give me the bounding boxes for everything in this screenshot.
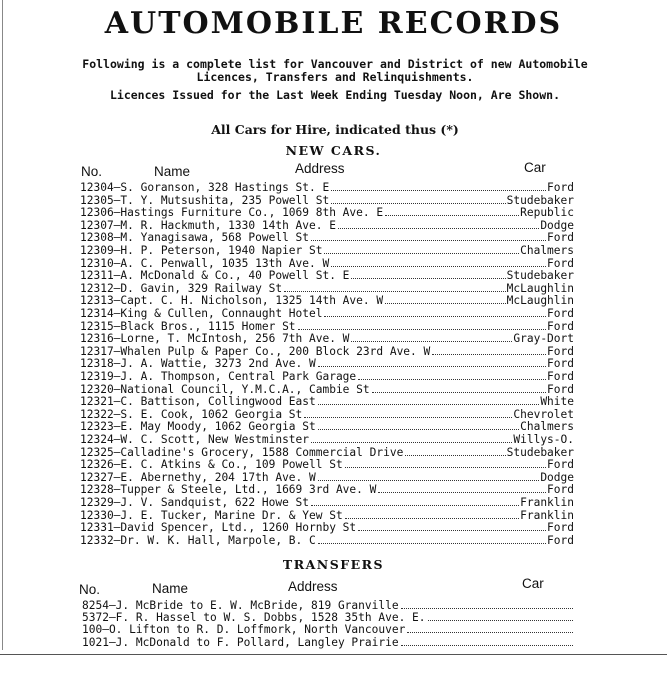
entry-text: 12319—J. A. Thompson, Central Park Garage xyxy=(80,370,357,383)
entry-car: Ford xyxy=(547,319,574,333)
entry-car: Ford xyxy=(547,357,574,371)
entry-car: Ford xyxy=(547,181,574,194)
dot-leader xyxy=(358,529,546,531)
entry-car: Ford xyxy=(547,533,574,547)
dot-leader xyxy=(338,227,539,229)
entry-text: 12331—David Spencer, Ltd., 1260 Hornby St xyxy=(80,521,357,535)
dot-leader xyxy=(331,189,546,191)
dot-leader xyxy=(345,466,546,468)
list-item xyxy=(82,612,574,624)
dot-leader xyxy=(331,265,546,267)
list-item xyxy=(80,409,574,421)
list-item xyxy=(80,434,574,446)
new-cars-heading: NEW CARS. xyxy=(285,143,382,158)
entry-car: Ford xyxy=(547,483,574,497)
entry-text: 12306—Hastings Furniture Co., 1069 8th Ave. E xyxy=(80,206,384,220)
entry-car: Gray-Dort xyxy=(513,332,574,346)
entry-text: 12328—Tupper & Steele, Ltd., 1669 3rd Ave. W xyxy=(80,483,377,497)
dot-leader xyxy=(372,391,546,393)
dot-leader xyxy=(311,441,512,443)
entry-text: 12330—J. E. Tucker, Marine Dr. & Yew St xyxy=(80,508,343,522)
list-item xyxy=(80,333,574,345)
entry-text: 12327—E. Abernethy, 204 17th Ave. W xyxy=(80,470,316,484)
dot-leader xyxy=(331,202,505,204)
entry-text: 12312—D. Gavin, 329 Railway St xyxy=(80,281,283,295)
entry-text: 12313—Capt. C. H. Nicholson, 1325 14th Ave. W xyxy=(80,294,384,308)
list-item xyxy=(80,220,574,232)
dot-leader xyxy=(324,315,546,317)
list-item xyxy=(80,283,574,295)
entry-car: Studebaker xyxy=(506,269,574,283)
entry-text: 8254—J. McBride to E. W. McBride, 819 Granville xyxy=(82,599,399,612)
entry-text: 12310—A. C. Penwall, 1035 13th Ave. W xyxy=(80,256,330,270)
dot-leader xyxy=(401,607,573,609)
entry-car: Chevrolet xyxy=(513,407,574,421)
list-item xyxy=(80,384,574,396)
list-item xyxy=(80,182,574,194)
dot-leader xyxy=(407,631,573,633)
col-header-no: No. xyxy=(81,164,103,179)
dot-leader xyxy=(401,644,573,646)
dot-leader xyxy=(318,403,540,405)
list-item xyxy=(80,258,574,270)
dot-leader xyxy=(405,454,505,456)
entry-text: 12305—T. Y. Mutsushita, 235 Powell St xyxy=(80,193,330,207)
list-item xyxy=(80,195,574,207)
list-item xyxy=(80,295,574,307)
entry-text: 12332—Dr. W. K. Hall, Marpole, B. C xyxy=(80,533,316,547)
list-item xyxy=(80,421,574,433)
entry-text: 1021—J. McDonald to F. Pollard, Langley Prairie xyxy=(82,635,399,649)
entry-text: 12326—E. C. Atkins & Co., 109 Powell St xyxy=(80,458,343,472)
entry-text: 100—O. Lifton to R. D. Loffmork, North Vancouver xyxy=(82,623,406,637)
col-header-car: Car xyxy=(524,160,546,175)
dot-leader xyxy=(385,302,506,304)
transfers-heading: TRANSFERS xyxy=(282,557,385,572)
dot-leader xyxy=(385,214,519,216)
entry-text: 12324—W. C. Scott, New Westminster xyxy=(80,433,310,446)
list-item xyxy=(80,459,574,471)
entry-car: Dodge xyxy=(540,218,574,232)
dot-leader xyxy=(432,353,546,355)
entry-text: 12323—E. May Moody, 1062 Georgia St xyxy=(80,420,316,434)
entry-text: 12316—Lorne, T. McIntosh, 256 7th Ave. W xyxy=(80,332,350,346)
dot-leader xyxy=(284,290,506,292)
clipping-edge xyxy=(2,0,3,650)
list-item xyxy=(80,472,574,484)
entry-text: 12329—J. V. Sandquist, 622 Howe St xyxy=(80,496,310,509)
transfers-col-header-no: No. xyxy=(79,582,101,597)
entry-car: Willys-O. xyxy=(513,433,574,446)
entry-text: 12317—Whalen Pulp & Paper Co., 200 Block 23rd Ave. W xyxy=(80,344,431,358)
intro-paragraph: Following is a complete list for Vancouver and District of new Automobile Licences, Transfers and Relinquishments. xyxy=(82,57,588,84)
entry-text: 12308—M. Yanagisawa, 568 Powell St xyxy=(80,231,310,245)
dot-leader xyxy=(345,517,519,519)
entry-car: Ford xyxy=(547,231,574,245)
entry-text: 12314—King & Cullen, Connaught Hotel xyxy=(80,307,323,320)
list-item xyxy=(80,497,574,509)
entry-car: Studebaker xyxy=(506,193,574,207)
list-item xyxy=(80,371,574,383)
entry-car: Republic xyxy=(520,206,574,220)
list-item xyxy=(80,321,574,333)
transfers-col-header-name: Name xyxy=(152,581,189,596)
entry-text: 12318—J. A. Wattie, 3273 2nd Ave. W xyxy=(80,357,316,371)
hire-note: All Cars for Hire, indicated thus (*) xyxy=(211,122,459,137)
entry-car: Dodge xyxy=(540,470,574,484)
page-title: AUTOMOBILE RECORDS xyxy=(104,6,563,41)
entry-car: Ford xyxy=(547,344,574,358)
entry-text: 12320—National Council, Y.M.C.A., Cambie St xyxy=(80,382,370,396)
entry-text: 12315—Black Bros., 1115 Homer St xyxy=(80,319,296,333)
dot-leader xyxy=(351,277,505,279)
entry-text: 12307—M. R. Hackmuth, 1330 14th Ave. E xyxy=(80,218,336,232)
col-header-name: Name xyxy=(154,164,191,179)
list-item xyxy=(80,522,574,534)
entry-car: Ford xyxy=(547,458,574,472)
entry-car: Ford xyxy=(547,370,574,383)
list-item xyxy=(80,270,574,282)
dot-leader xyxy=(298,328,547,330)
list-item xyxy=(80,396,574,408)
dot-leader xyxy=(311,239,546,241)
entry-car: Chalmers xyxy=(520,244,574,257)
period-note: Licences Issued for the Last Week Ending Tuesday Noon, Are Shown. xyxy=(109,88,561,102)
list-item xyxy=(80,447,574,459)
dot-leader xyxy=(304,416,512,418)
dot-leader xyxy=(318,365,546,367)
list-item xyxy=(80,535,574,547)
dot-leader xyxy=(318,542,546,544)
dot-leader xyxy=(318,428,519,430)
entry-text: 12321—C. Battison, Collingwood East xyxy=(80,395,316,409)
entry-car: Ford xyxy=(547,307,574,320)
dot-leader xyxy=(318,479,540,481)
entry-car: Chalmers xyxy=(520,420,574,434)
entry-text: 12304—S. Goranson, 328 Hastings St. E xyxy=(80,181,330,194)
dot-leader xyxy=(311,504,519,506)
dot-leader xyxy=(358,378,546,380)
list-item xyxy=(82,637,574,649)
list-item xyxy=(80,245,574,257)
dot-leader xyxy=(428,619,573,621)
entry-car: Ford xyxy=(547,521,574,535)
list-item xyxy=(80,358,574,370)
entry-text: 12322—S. E. Cook, 1062 Georgia St xyxy=(80,407,303,421)
col-header-address: Address xyxy=(295,161,345,176)
list-item xyxy=(80,308,574,320)
dot-leader xyxy=(324,252,519,254)
transfers-col-header-car: Car xyxy=(522,576,544,591)
entry-car: McLaughlin xyxy=(506,281,574,295)
transfers-col-header-address: Address xyxy=(288,579,338,594)
entry-car: Franklin xyxy=(520,508,574,522)
list-item xyxy=(82,624,574,636)
list-item xyxy=(82,600,574,612)
dot-leader xyxy=(351,340,512,342)
entry-car: Studebaker xyxy=(506,445,574,459)
entry-text: 5372—F. R. Hassel to W. S. Dobbs, 1528 35th Ave. E. xyxy=(82,611,426,625)
entry-text: 12311—A. McDonald & Co., 40 Powell St. E xyxy=(80,269,350,283)
list-item xyxy=(80,510,574,522)
entry-text: 12309—H. P. Peterson, 1940 Napier St xyxy=(80,244,323,257)
dot-leader xyxy=(378,491,546,493)
entry-text: 12325—Calladine's Grocery, 1588 Commercial Drive xyxy=(80,445,404,459)
entry-car: Ford xyxy=(547,382,574,396)
list-item xyxy=(80,207,574,219)
list-item xyxy=(80,232,574,244)
list-item xyxy=(80,346,574,358)
entry-car: White xyxy=(540,395,574,409)
entry-car: McLaughlin xyxy=(506,294,574,308)
list-item xyxy=(80,484,574,496)
entry-car: Franklin xyxy=(520,496,574,509)
bottom-rule xyxy=(0,654,667,655)
entry-car: Ford xyxy=(547,256,574,270)
